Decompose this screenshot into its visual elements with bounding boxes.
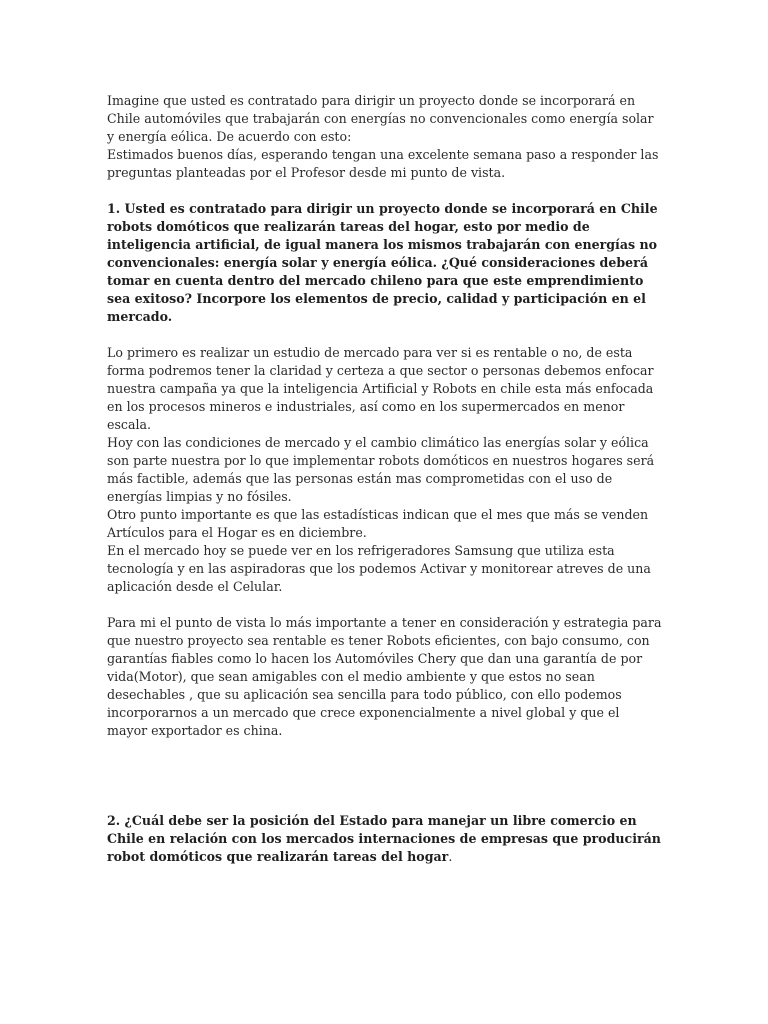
answer-1 xyxy=(107,344,663,596)
answer-1-paragraph-3: Otro punto importante es que las estadísticas indican que el mes que más se venden Artículos para el Hogar es en diciembre. xyxy=(107,507,649,540)
question-2-tail: . xyxy=(448,849,453,864)
question-2-text: 2. ¿Cuál debe ser la posición del Estado para manejar un libre comercio en Chile en relación con los mercados internaciones de empresas que producirán robot domóticos que realizarán tareas del hogar xyxy=(107,813,661,864)
question-2 xyxy=(107,812,663,866)
answer-1-paragraph-1: Lo primero es realizar un estudio de mercado para ver si es rentable o no, de esta forma podremos tener la claridad y certeza a que sector o personas debemos enfocar nuestra campaña ya que la inteligencia Artificial y Robots en chile esta más enfocada en los procesos mineros e industriales, así como en los supermercados en menor escala. xyxy=(107,345,654,432)
intro-greeting: Estimados buenos días, esperando tengan una excelente semana paso a responder las preguntas planteadas por el Profesor desde mi punto de vista. xyxy=(107,147,659,180)
question-1: 1. Usted es contratado para dirigir un proyecto donde se incorporará en Chile robots domóticos que realizarán tareas del hogar, esto por medio de inteligencia artificial, de igual manera los mismos trabajarán con energías no convencionales: energía solar y energía eólica. ¿Qué consideraciones deberá tomar en cuenta dentro del mercado chileno para que este emprendimiento sea exitoso? Incorpore los elementos de precio, calidad y participación en el mercado. xyxy=(107,201,658,324)
intro-prompt: Imagine que usted es contratado para dirigir un proyecto donde se incorporará en Chile automóviles que trabajarán con energías no convencionales como energía solar y energía eólica. De acuerdo con esto: xyxy=(107,93,654,144)
answer-1-paragraph-4: En el mercado hoy se puede ver en los refrigeradores Samsung que utiliza esta tecnología y en las aspiradoras que los podemos Activar y monitorear atreves de una aplicación desde el Celular. xyxy=(107,543,651,594)
document-page xyxy=(107,92,663,866)
answer-2: Para mi el punto de vista lo más importante a tener en consideración y estrategia para que nuestro proyecto sea rentable es tener Robots eficientes, con bajo consumo, con garantías fiables como lo hacen los Automóviles Chery que dan una garantía de por vida(Motor), que sean amigables con el medio ambiente y que estos no sean desechables , que su aplicación sea sencilla para todo público, con ello podemos incorporarnos a un mercado que crece exponencialmente a nivel global y que el mayor exportador es china. xyxy=(107,615,662,738)
answer-1-paragraph-2: Hoy con las condiciones de mercado y el cambio climático las energías solar y eólica son parte nuestra por lo que implementar robots domóticos en nuestros hogares será más factible, además que las personas están mas comprometidas con el uso de energías limpias y no fósiles. xyxy=(107,435,655,504)
